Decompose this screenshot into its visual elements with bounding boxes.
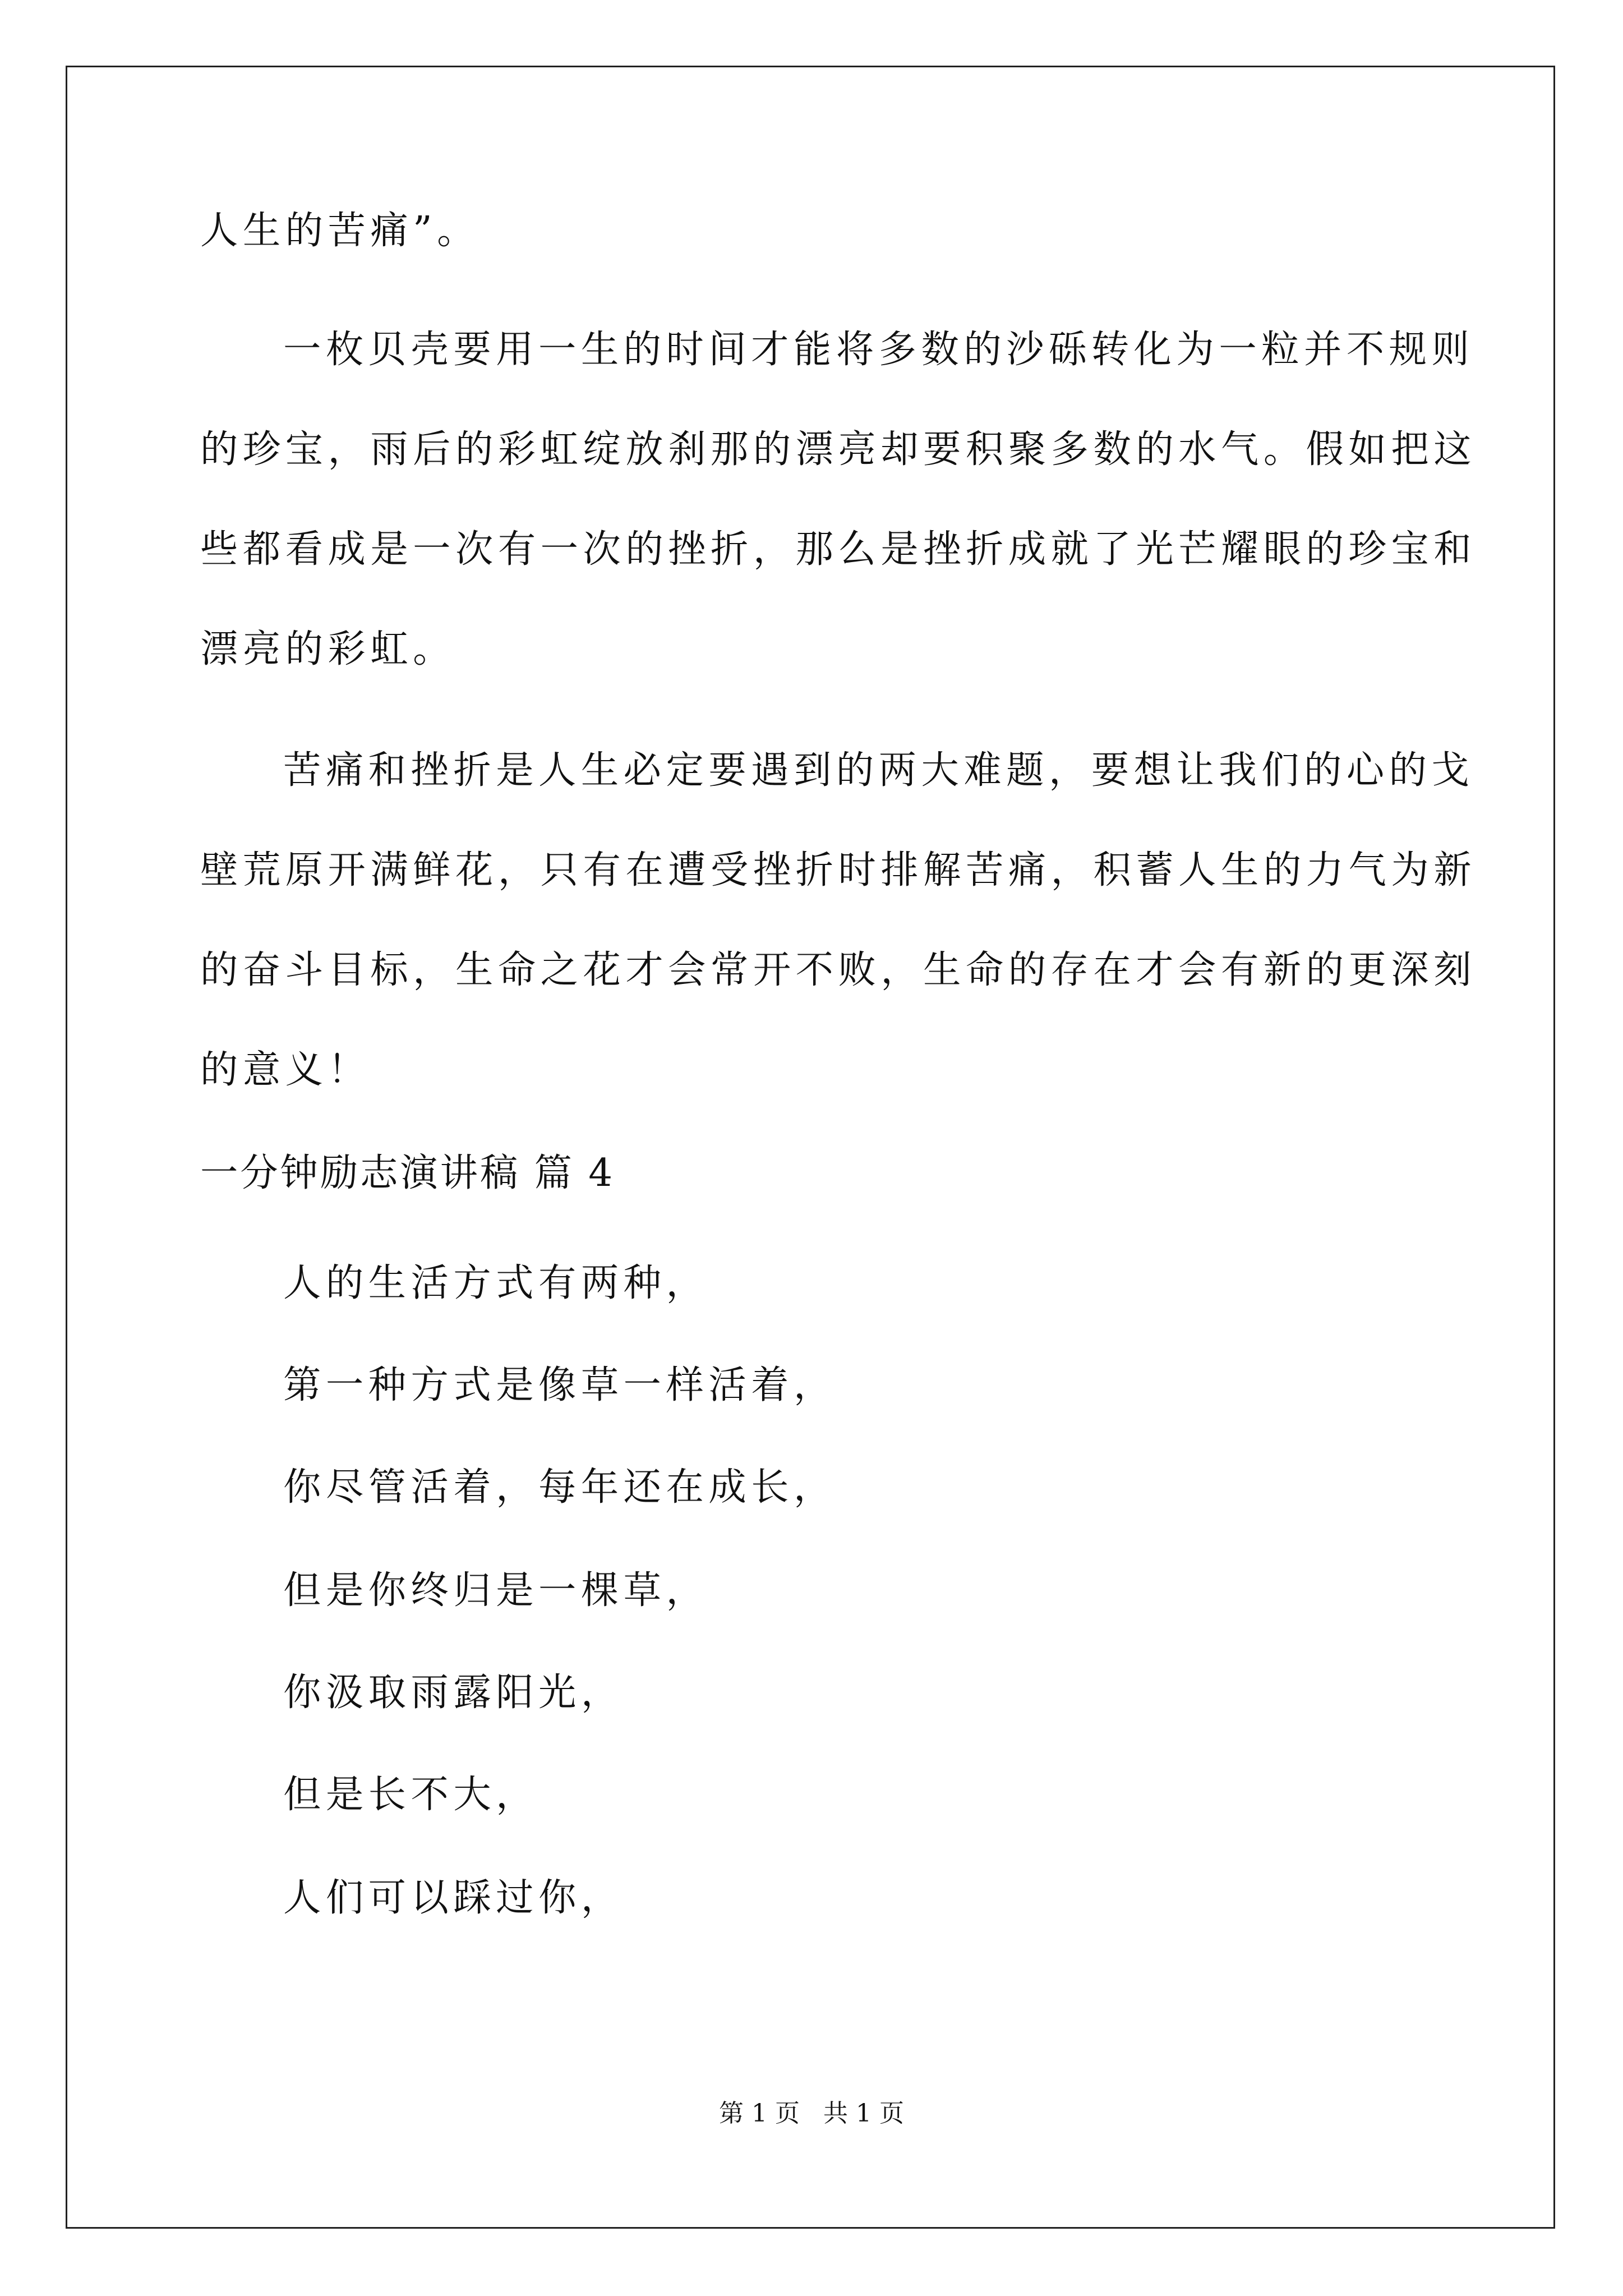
text-line: 你汲取雨露阳光， [283,1671,624,1715]
text-line: 的意义！ [200,1048,371,1092]
text-line: 但是长不大， [283,1773,539,1817]
text-line: 但是你终归是一棵草， [283,1568,709,1613]
text-line: 人生的苦痛”。 [200,209,479,253]
text-line: 一枚贝壳要用一生的时间才能将多数的沙砾转化为一粒并不规则 [283,328,1474,372]
text-line: 的珍宝，雨后的彩虹绽放刹那的漂亮却要积聚多数的水气。假如把这 [200,427,1477,472]
text-line: 人的生活方式有两种， [283,1261,709,1305]
text-line: 些都看成是一次有一次的挫折，那么是挫折成就了光芒耀眼的珍宝和 [200,527,1477,572]
text-line: 壁荒原开满鲜花，只有在遭受挫折时排解苦痛，积蓄人生的力气为新 [200,848,1477,892]
text-line: 你尽管活着，每年还在成长， [283,1465,836,1510]
section-heading: 一分钟励志演讲稿 篇 4 [200,1151,615,1195]
page-number-footer: 第 1 页 共 1 页 [719,2099,904,2128]
text-line: 苦痛和挫折是人生必定要遇到的两大难题，要想让我们的心的戈 [283,748,1474,793]
text-line: 人们可以踩过你， [283,1876,624,1920]
text-line: 的奋斗目标，生命之花才会常开不败，生命的存在才会有新的更深刻 [200,948,1477,992]
text-line: 漂亮的彩虹。 [200,627,456,671]
text-line: 第一种方式是像草一样活着， [283,1363,836,1407]
